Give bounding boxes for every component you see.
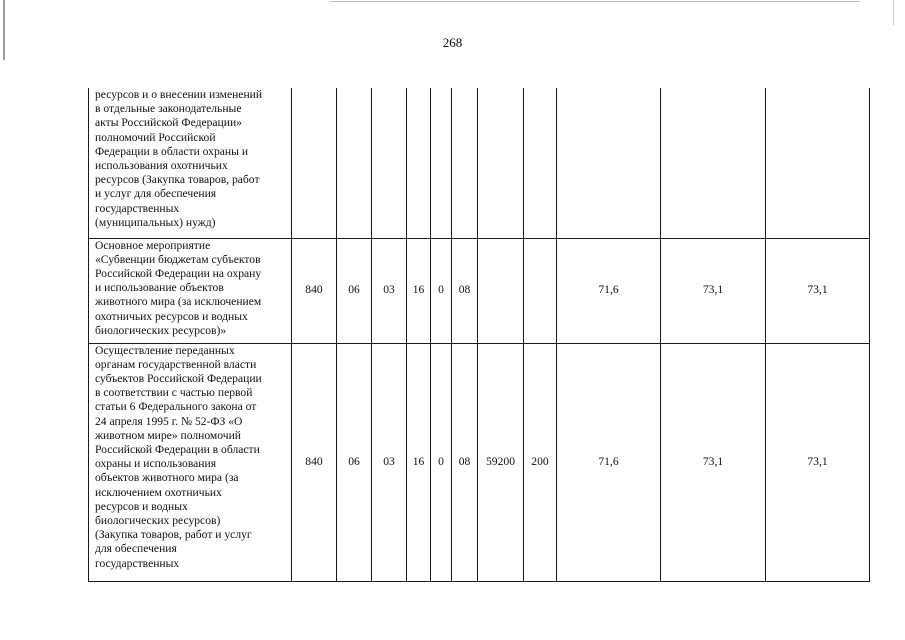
sum-year2-cell (661, 88, 766, 238)
sum-year3-cell: 73,1 (766, 238, 870, 343)
direction-cell: 59200 (478, 343, 524, 581)
row-name-cell: Осуществление переданных органам государственной власти субъектов Российской Федерации в соответствии с частью первой статьи 6 Федерального закона от 24 апреля 1995 г. № 52-ФЗ «О животном мире» полномочий Российской Федерации в области охраны и использования объектов животного мира (за исключением охотничьих ресурсов и водных биологических ресурсов) (Закупка товаров, работ и услуг для обеспечения государственных (89, 343, 292, 581)
sum-year3-cell (766, 88, 870, 238)
grbs-cell: 840 (292, 238, 337, 343)
subprogram-cell: 0 (431, 238, 452, 343)
row-name-cell: ресурсов и о внесении изменений в отдельные законодательные акты Российской Федерации» полномочий Российской Федерации в области охраны и использования охотничьих ресурсов (Закупка товаров, работ и услуг для обеспечения государственных (муниципальных) нужд) (89, 88, 292, 238)
sum-year2-cell: 73,1 (661, 238, 766, 343)
event-cell: 08 (452, 343, 478, 581)
table-row (89, 238, 870, 343)
scan-edge-top (330, 1, 860, 2)
table-row (89, 343, 870, 581)
row-name-cell: Основное мероприятие «Субвенции бюджетам субъектов Российской Федерации на охрану и использование объектов животного мира (за исключением охотничьих ресурсов и водных биологических ресурсов)» (89, 238, 292, 343)
program-cell: 16 (407, 238, 431, 343)
grbs-cell: 840 (292, 343, 337, 581)
direction-cell (478, 238, 524, 343)
section-cell (337, 88, 372, 238)
subprogram-cell (431, 88, 452, 238)
grbs-cell (292, 88, 337, 238)
program-cell: 16 (407, 343, 431, 581)
sum-year3-cell: 73,1 (766, 343, 870, 581)
expense-type-cell (524, 88, 557, 238)
subsection-cell: 03 (372, 238, 407, 343)
subsection-cell (372, 88, 407, 238)
subsection-cell: 03 (372, 343, 407, 581)
section-cell: 06 (337, 343, 372, 581)
section-cell: 06 (337, 238, 372, 343)
expense-type-cell (524, 238, 557, 343)
sum-year1-cell: 71,6 (557, 343, 661, 581)
page-number: 268 (442, 35, 463, 50)
event-cell (452, 88, 478, 238)
direction-cell (478, 88, 524, 238)
table-row (89, 88, 870, 238)
sum-year1-cell: 71,6 (557, 238, 661, 343)
event-cell: 08 (452, 238, 478, 343)
sum-year1-cell (557, 88, 661, 238)
budget-table (88, 88, 870, 582)
scan-edge-right (893, 0, 894, 25)
sum-year2-cell: 73,1 (661, 343, 766, 581)
expense-type-cell: 200 (524, 343, 557, 581)
scan-edge-left (3, 0, 5, 60)
subprogram-cell: 0 (431, 343, 452, 581)
program-cell (407, 88, 431, 238)
